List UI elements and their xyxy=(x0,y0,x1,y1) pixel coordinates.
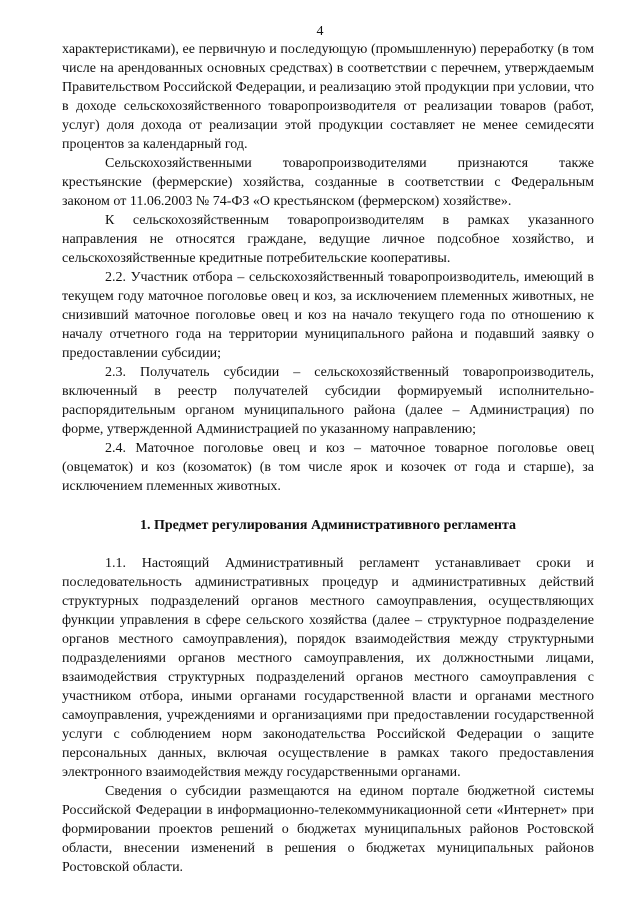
page-number: 4 xyxy=(316,24,324,39)
paragraph-2-2: 2.2. Участник отбора – сельскохозяйственный товаропроизводитель, имеющий в текущем году маточное поголовье овец и коз, за исключением племенных животных, не снизивший маточное поголовье овец и коз на начало текущего года по отношению к началу отчетного года на территории муниципального района и подавший заявку о предоставлении субсидии; xyxy=(62,270,594,361)
section-heading: 1. Предмет регулирования Административного регламента xyxy=(139,518,517,533)
paragraph-farms-definition: Сельскохозяйственными товаропроизводителями признаются также крестьянские (фермерские) хозяйства, созданные в соответствии с Федеральным законом от 11.06.2003 № 74-ФЗ «О крестьянском (фермерском) хозяйстве». xyxy=(62,156,594,209)
paragraph-2-3: 2.3. Получатель субсидии – сельскохозяйственный товаропроизводитель, включенный в реестр получателей субсидии формируемый исполнительно-распорядительным органом муниципального района (далее – Администрация) по форме, утвержденной Администрацией по указанному направлению; xyxy=(62,365,594,437)
paragraph-1-1: 1.1. Настоящий Административный регламент устанавливает сроки и последовательность административных процедур и административных действий структурных подразделений органов местного самоуправления, осуществляющих функции управления в сфере сельского хозяйства (далее – структурное подразделение органов местного самоуправления), порядок взаимодействия между структурными подразделениями органов местного самоуправления, их должностными лицами, взаимодействия структурных подразделений органов местного самоуправления с участником отбора, иными органами государственной власти и органами местного самоуправления, учреждениями и организациями при предоставлении государственной услуги с соблюдением норм законодательства Российской Федерации о защите персональных данных, включая осуществление в рамках такого предоставления электронного взаимодействия между государственными органами. xyxy=(62,556,594,780)
paragraph-subsidy-info: Сведения о субсидии размещаются на едином портале бюджетной системы Российской Федерации в информационно-телекоммуникационной сети «Интернет» при формировании проектов решений о бюджетах муниципальных районов Ростовской области, внесении изменений в решения о бюджетах муниципальных районов Ростовской области. xyxy=(62,784,594,875)
paragraph-exclusions: К сельскохозяйственным товаропроизводителям в рамках указанного направления не относятся граждане, ведущие личное подсобное хозяйство, и сельскохозяйственные кредитные потребительские кооперативы. xyxy=(62,213,594,266)
document-body xyxy=(62,40,594,877)
paragraph-2-4: 2.4. Маточное поголовье овец и коз – маточное товарное поголовье овец (овцематок) и коз (козоматок) (в том числе ярок и козочек от года и старше), за исключением племенных животных. xyxy=(62,441,594,494)
paragraph-continuation: характеристиками), ее первичную и последующую (промышленную) переработку (в том числе на арендованных основных средствах) в соответствии с перечнем, утверждаемым Правительством Российской Федерации, и реализацию этой продукции при условии, что в доходе сельскохозяйственного товаропроизводителя от реализации товаров (работ, услуг) доля дохода от реализации этой продукции составляет не менее семидесяти процентов за календарный год. xyxy=(62,42,594,152)
